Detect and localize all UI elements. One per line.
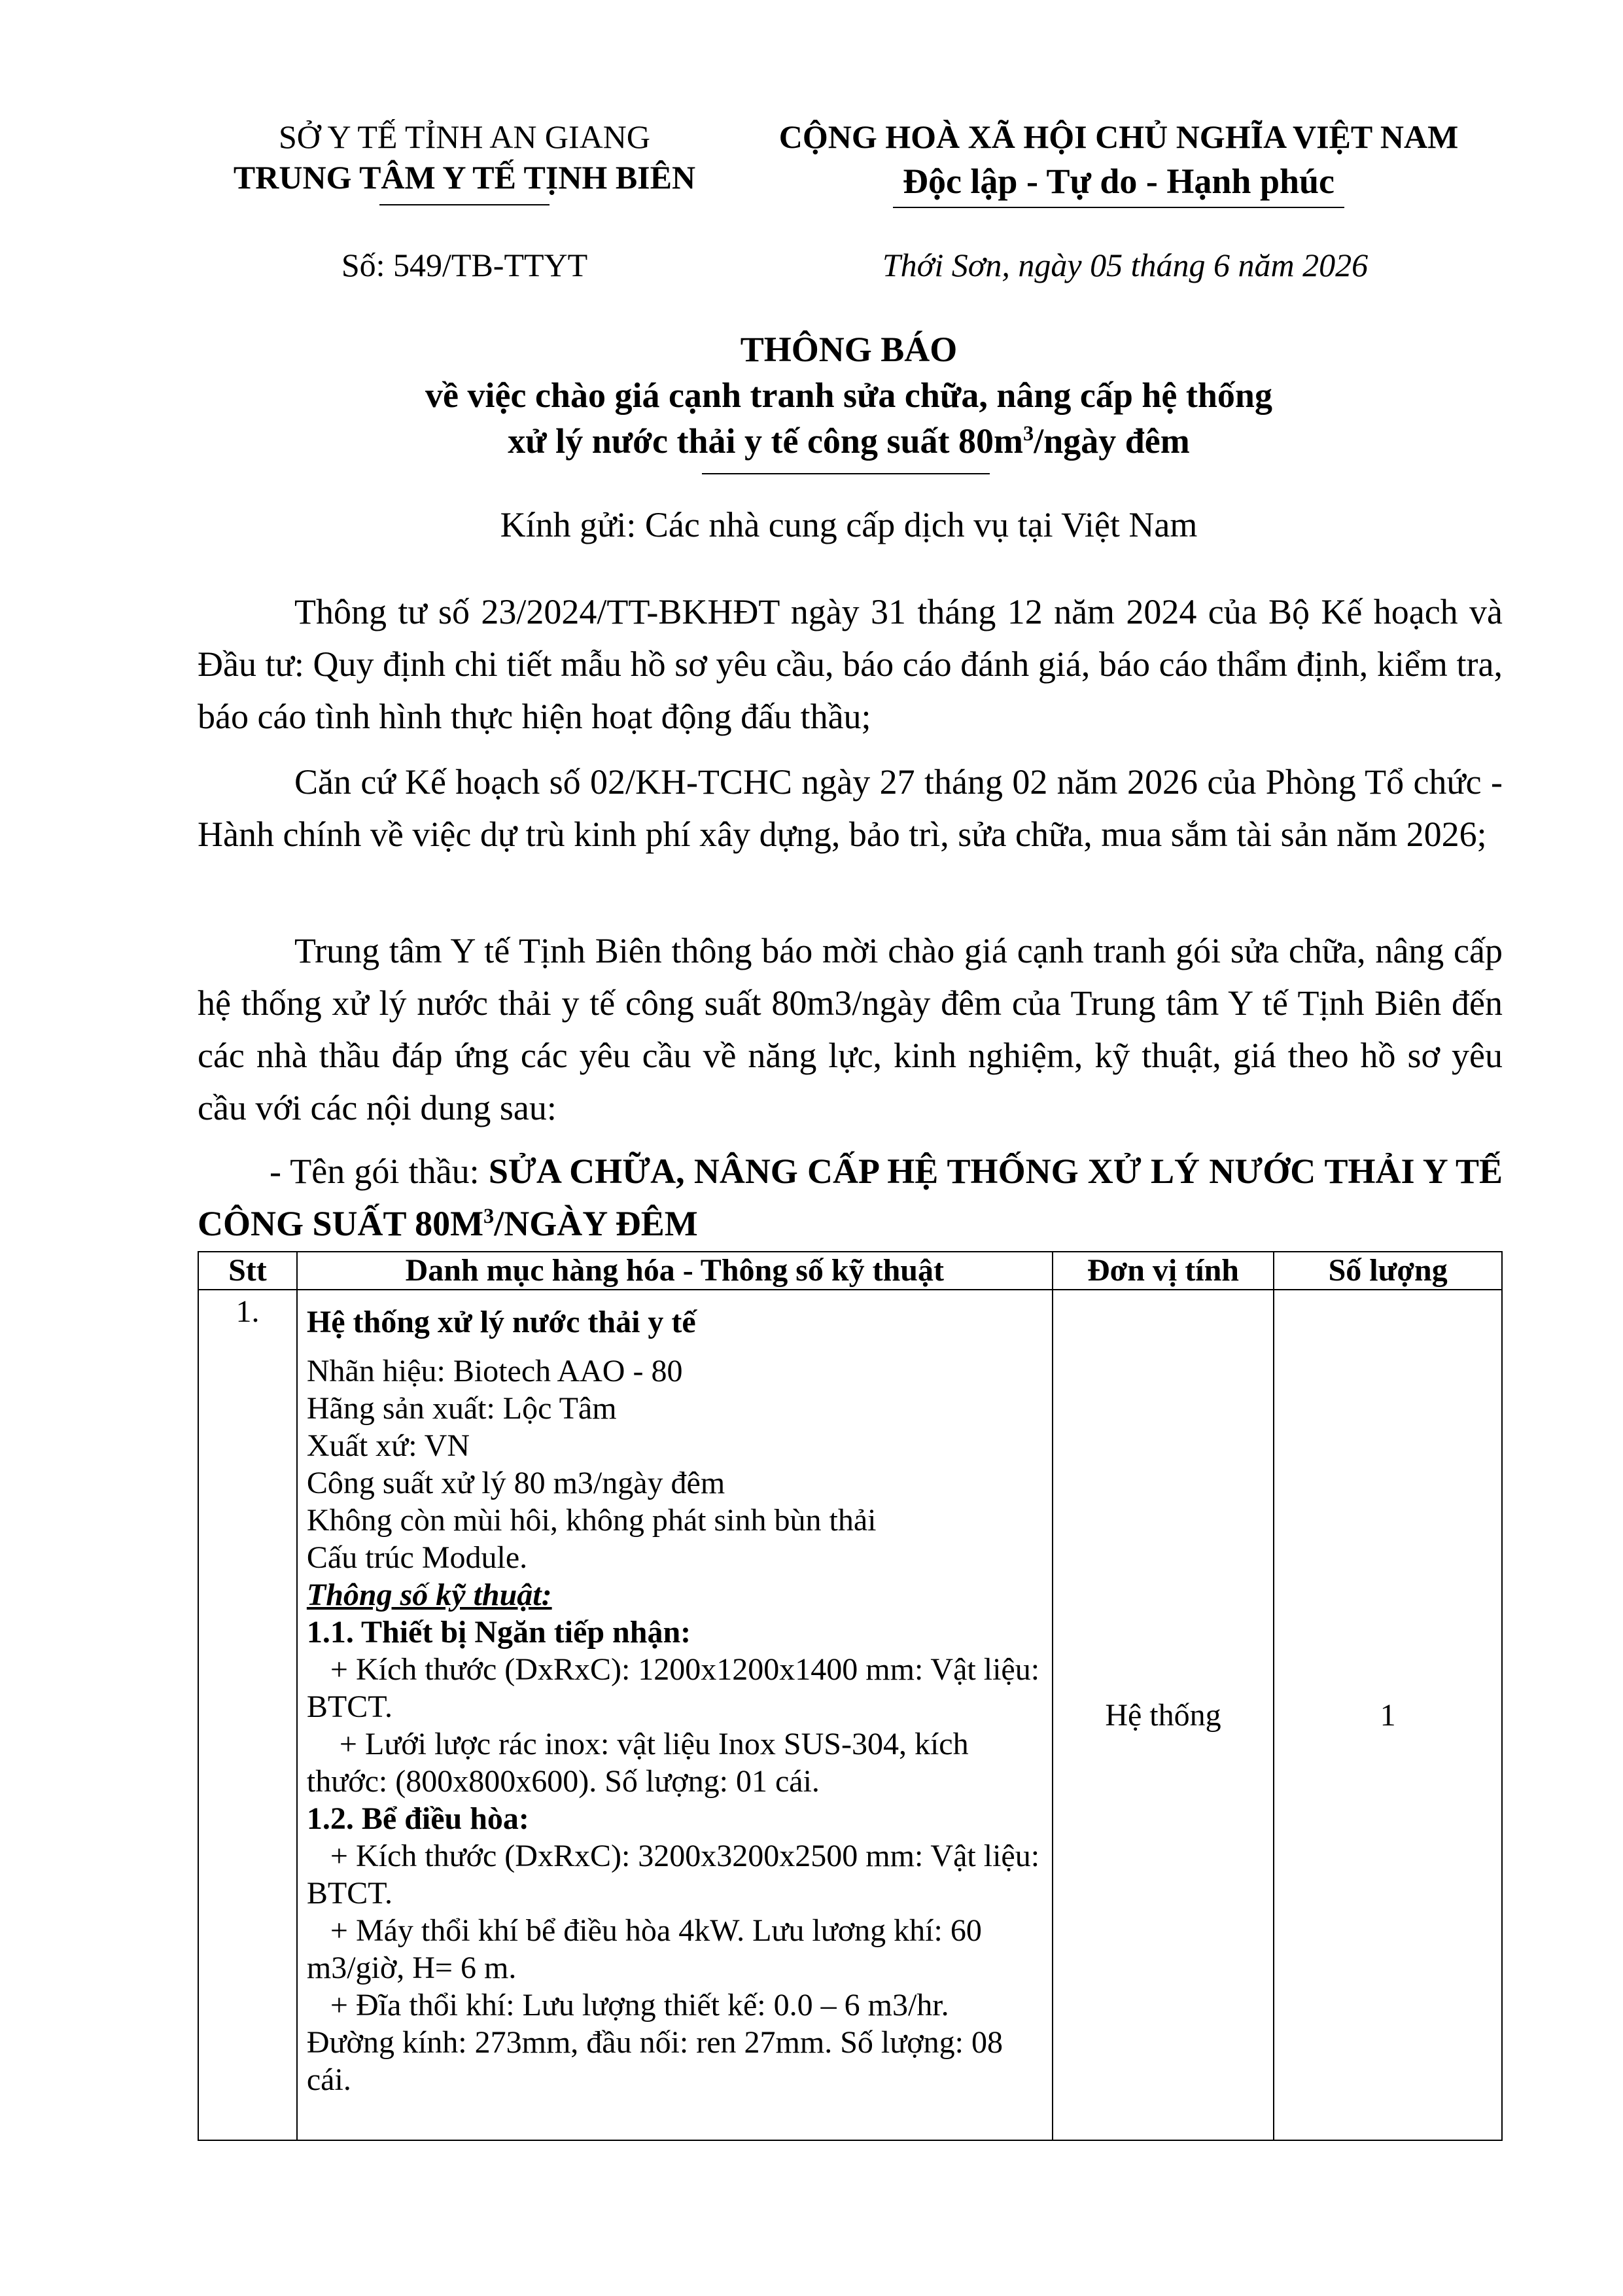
spec-heading: Thông số kỹ thuật: [306, 1578, 552, 1612]
notice-subject-line-1: về việc chào giá cạnh tranh sửa chữa, nâng cấp hệ thống [425, 376, 1272, 415]
title-underline [702, 473, 990, 474]
recipient: Kính gửi: Các nhà cung cấp dịch vụ tại Việt Nam [500, 505, 1198, 544]
document-number: Số: 549/TB-TTYT [341, 247, 588, 283]
spec-item: + Đĩa thổi khí: Lưu lượng thiết kế: 0.0 – 6 m3/hr. Đường kính: 273mm, đầu nối: ren 27mm. Số lượng: 08 cái. [306, 1988, 1003, 2097]
table-header-row [198, 1252, 1502, 1290]
spec-item: + Máy thổi khí bể điều hòa 4kW. Lưu lương khí: 60 m3/giờ, H= 6 m. [306, 1913, 982, 1985]
notice-subject-line-2: xử lý nước thải y tế công suất $80m^3$/ngày đêm [508, 421, 1190, 461]
notice-title: THÔNG BÁO [740, 330, 958, 369]
table-row [198, 1290, 1502, 2140]
info-line: Cấu trúc Module. [306, 1540, 528, 1575]
header-unit: Đơn vị tính [1053, 1252, 1274, 1290]
motto-underline [893, 207, 1344, 208]
paragraph-legal-basis: Thông tư số 23/2024/TT-BKHĐT ngày 31 tháng 12 năm 2024 của Bộ Kế hoạch và Đầu tư: Quy định chi tiết mẫu hồ sơ yêu cầu, báo cáo đánh giá, báo cáo thẩm định, kiểm tra, báo cáo tình hình thực hiện hoạt động đấu thầu; [198, 592, 1503, 736]
item-title: Hệ thống xử lý nước thải y tế [306, 1305, 696, 1339]
info-line: Không còn mùi hôi, không phát sinh bùn thải [306, 1503, 877, 1538]
cell-stt: 1. [198, 1290, 297, 2140]
header-quantity: Số lượng [1274, 1252, 1502, 1290]
info-line: Hãng sản xuất: Lộc Tâm [306, 1391, 617, 1426]
org-underline [379, 204, 550, 205]
place-date: Thới Sơn, ngày 05 tháng 6 năm 2026 [882, 247, 1369, 283]
spec-section-title: 1.2. Bể điều hòa: [306, 1801, 529, 1836]
info-line: Công suất xử lý 80 m3/ngày đêm [306, 1466, 725, 1500]
spec-item: + Kích thước (DxRxC): 1200x1200x1400 mm: Vật liệu: BTCT. [306, 1652, 1040, 1724]
paragraph-invitation: Trung tâm Y tế Tịnh Biên thông báo mời chào giá cạnh tranh gói sửa chữa, nâng cấp hệ thống xử lý nước thải y tế công suất 80m3/ngày đêm của Trung tâm Y tế Tịnh Biên đến các nhà thầu đáp ứng các yêu cầu về năng lực, kinh nghiệm, kỹ thuật, giá theo hồ sơ yêu cầu với các nội dung sau: [198, 931, 1503, 1127]
motto: Độc lập - Tự do - Hạnh phúc [902, 162, 1335, 201]
org-parent: SỞ Y TẾ TỈNH AN GIANG [278, 118, 651, 155]
cell-quantity: 1 [1274, 1290, 1502, 2140]
package-name: - Tên gói thầu: SỬA CHỮA, NÂNG CẤP HỆ THỐNG XỬ LÝ NƯỚC THẢI Y TẾ CÔNG SUẤT $80M^3$/NGÀY ĐÊM [198, 1152, 1503, 1243]
paragraph-plan: Căn cứ Kế hoạch số 02/KH-TCHC ngày 27 tháng 02 năm 2026 của Phòng Tổ chức - Hành chính về việc dự trù kinh phí xây dựng, bảo trì, sửa chữa, mua sắm tài sản năm 2026; [198, 762, 1503, 854]
info-line: Nhãn hiệu: Biotech AAO - 80 [306, 1354, 683, 1388]
cell-unit: Hệ thống [1053, 1290, 1274, 2140]
spec-item: + Kích thước (DxRxC): 3200x3200x2500 mm: Vật liệu: BTCT. [306, 1839, 1040, 1911]
info-line: Xuất xứ: VN [306, 1428, 470, 1463]
header-stt: Stt [198, 1252, 297, 1290]
cell-description [297, 1290, 1053, 2140]
spec-item: + Lưới lược rác inox: vật liệu Inox SUS-304, kích thước: (800x800x600). Số lượng: 01 cái. [306, 1727, 969, 1799]
header-description: Danh mục hàng hóa - Thông số kỹ thuật [297, 1252, 1053, 1290]
org-name: TRUNG TÂM Y TẾ TỊNH BIÊN [233, 159, 696, 196]
country-name: CỘNG HOÀ XÃ HỘI CHỦ NGHĨA VIỆT NAM [778, 118, 1459, 155]
spec-section-title: 1.1. Thiết bị Ngăn tiếp nhận: [306, 1615, 691, 1650]
items-table [198, 1251, 1503, 2141]
